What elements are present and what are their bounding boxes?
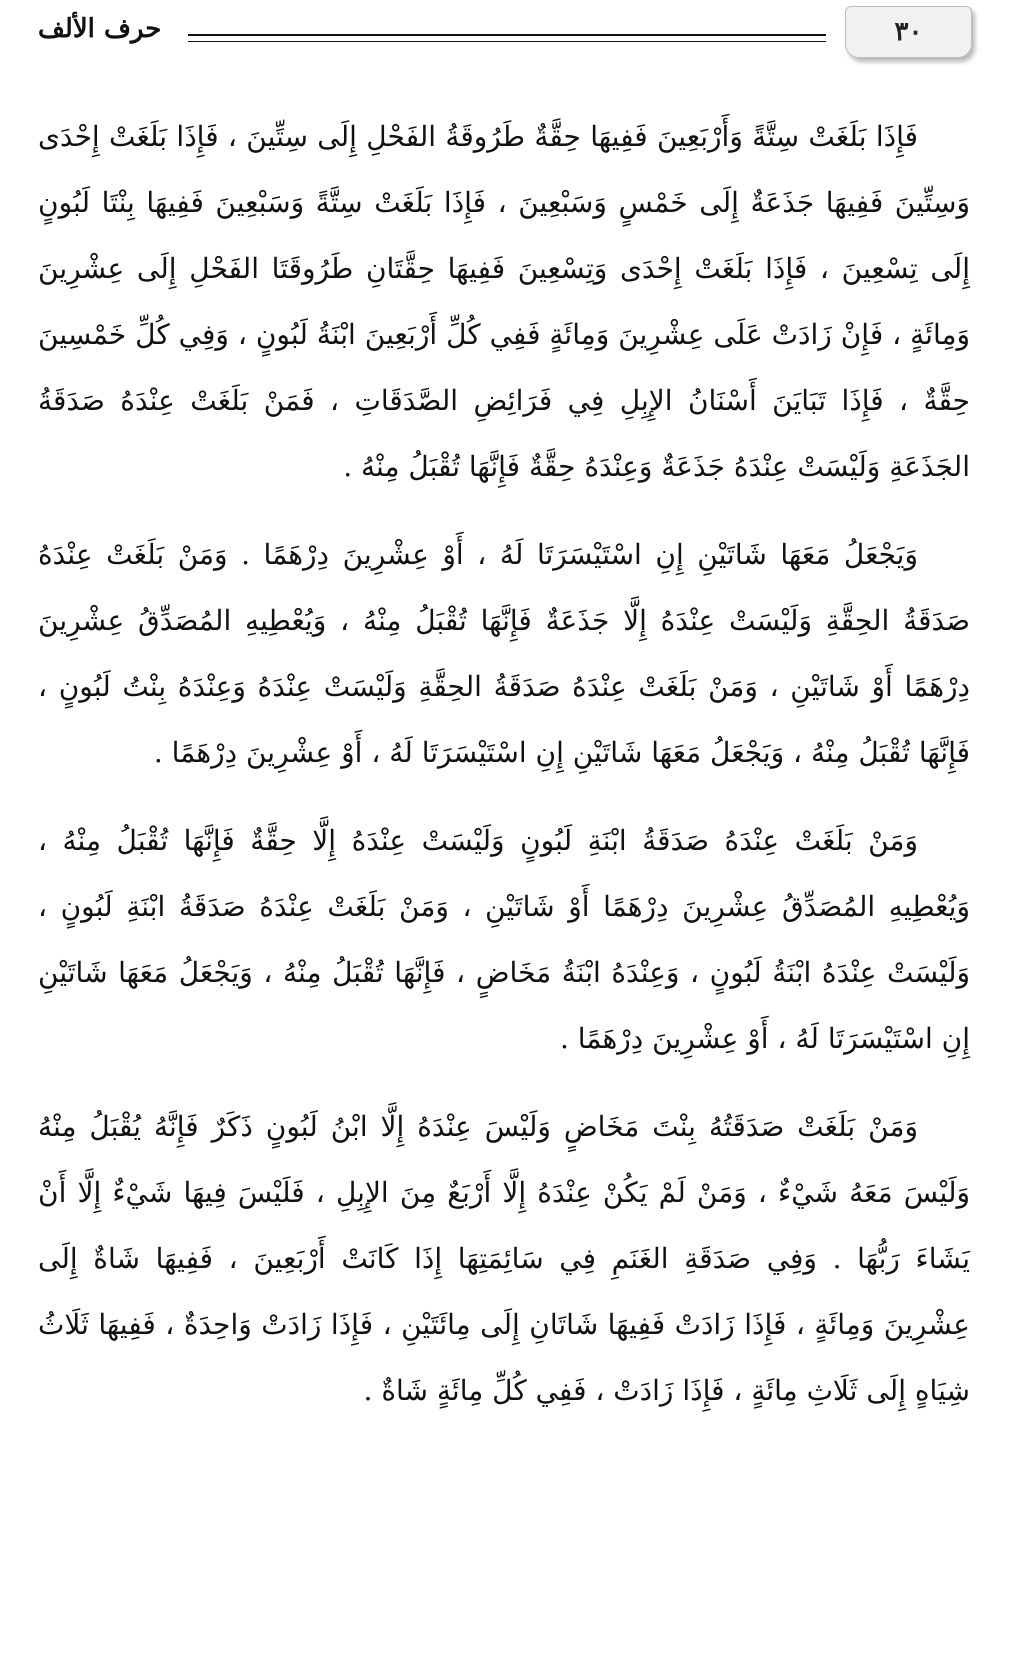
header-rule [188,34,826,36]
paragraph-2: وَيَجْعَلُ مَعَهَا شَاتَيْنِ إِنِ اسْتَيْسَرَتَا لَهُ ، أَوْ عِشْرِينَ دِرْهَمًا . وَمَنْ بَلَغَتْ عِنْدَهُ صَدَقَةُ الحِقَّةِ وَلَيْسَتْ عِنْدَهُ إِلَّا جَذَعَةٌ فَإِنَّهَا تُقْبَلُ مِنْهُ ، وَيُعْطِيهِ المُصَدِّقُ عِشْرِينَ دِرْهَمًا أَوْ شَاتَيْنِ ، وَمَنْ بَلَغَتْ عِنْدَهُ صَدَقَةُ الحِقَّةِ وَلَيْسَتْ عِنْدَهُ وَعِنْدَهُ بِنْتُ لَبُونٍ ، فَإِنَّهَا تُقْبَلُ مِنْهُ ، وَيَجْعَلُ مَعَهَا شَاتَيْنِ إِنِ اسْتَيْسَرَتَا لَهُ ، أَوْ عِشْرِينَ دِرْهَمًا . [38,538,970,769]
paragraph-4: وَمَنْ بَلَغَتْ صَدَقَتُهُ بِنْتَ مَخَاضٍ وَلَيْسَ عِنْدَهُ إِلَّا ابْنُ لَبُونٍ ذَكَرٌ فَإِنَّهُ يُقْبَلُ مِنْهُ وَلَيْسَ مَعَهُ شَيْءٌ ، وَمَنْ لَمْ يَكُنْ عِنْدَهُ إِلَّا أَرْبَعٌ مِنَ الإِبِلِ ، فَلَيْسَ فِيهَا شَيْءٌ إِلَّا أَنْ يَشَاءَ رَبُّهَا . وَفِي صَدَقَةِ الغَنَمِ فِي سَائِمَتِهَا إِذَا كَانَتْ أَرْبَعِينَ ، فَفِيهَا شَاةٌ إِلَى عِشْرِينَ وَمِائَةٍ ، فَإِذَا زَادَتْ فَفِيهَا شَاتَانِ إِلَى مِائَتَيْنِ ، فَإِذَا زَادَتْ وَاحِدَةٌ ، فَفِيهَا ثَلَاثُ شِيَاهٍ إِلَى ثَلَاثِ مِائَةٍ ، فَإِذَا زَادَتْ ، فَفِي كُلِّ مِائَةٍ شَاةٌ . [38,1110,970,1407]
header-rule-thin [188,41,826,42]
page-number: ٣٠ [894,17,923,47]
body-text [38,104,970,1446]
chapter-title: حرف الألف [38,14,162,44]
paragraph-3: وَمَنْ بَلَغَتْ عِنْدَهُ صَدَقَةُ ابْنَةِ لَبُونٍ وَلَيْسَتْ عِنْدَهُ إِلَّا حِقَّةٌ فَإِنَّهَا تُقْبَلُ مِنْهُ ، وَيُعْطِيهِ المُصَدِّقُ عِشْرِينَ دِرْهَمًا أَوْ شَاتَيْنِ ، وَمَنْ بَلَغَتْ عِنْدَهُ صَدَقَةُ ابْنَةِ لَبُونٍ ، وَلَيْسَتْ عِنْدَهُ ابْنَةُ لَبُونٍ ، وَعِنْدَهُ ابْنَةُ مَخَاضٍ ، فَإِنَّهَا تُقْبَلُ مِنْهُ ، وَيَجْعَلُ مَعَهَا شَاتَيْنِ إِنِ اسْتَيْسَرَتَا لَهُ ، أَوْ عِشْرِينَ دِرْهَمًا . [38,824,971,1055]
paragraph-1: فَإِذَا بَلَغَتْ سِتَّةً وَأَرْبَعِينَ فَفِيهَا حِقَّةٌ طَرُوقَةُ الفَحْلِ إِلَى سِتِّينَ ، فَإِذَا بَلَغَتْ إِحْدَى وَسِتِّينَ فَفِيهَا جَذَعَةٌ إِلَى خَمْسٍ وَسَبْعِينَ ، فَإِذَا بَلَغَتْ سِتَّةً وَسَبْعِينَ فَفِيهَا بِنْتَا لَبُونٍ إِلَى تِسْعِينَ ، فَإِذَا بَلَغَتْ إِحْدَى وَتِسْعِينَ فَفِيهَا حِقَّتَانِ طَرُوقَتَا الفَحْلِ إِلَى عِشْرِينَ وَمِائَةٍ ، فَإِنْ زَادَتْ عَلَى عِشْرِينَ وَمِائَةٍ فَفِي كُلِّ أَرْبَعِينَ ابْنَةُ لَبُونٍ ، وَفِي كُلِّ خَمْسِينَ حِقَّةٌ ، فَإِذَا تَبَايَنَ أَسْنَانُ الإِبِلِ فِي فَرَائِضِ الصَّدَقَاتِ ، فَمَنْ بَلَغَتْ عِنْدَهُ صَدَقَةُ الجَذَعَةِ وَلَيْسَتْ عِنْدَهُ جَذَعَةٌ وَعِنْدَهُ حِقَّةٌ فَإِنَّهَا تُقْبَلُ مِنْهُ . [38,120,970,483]
page-number-tab [845,6,972,58]
